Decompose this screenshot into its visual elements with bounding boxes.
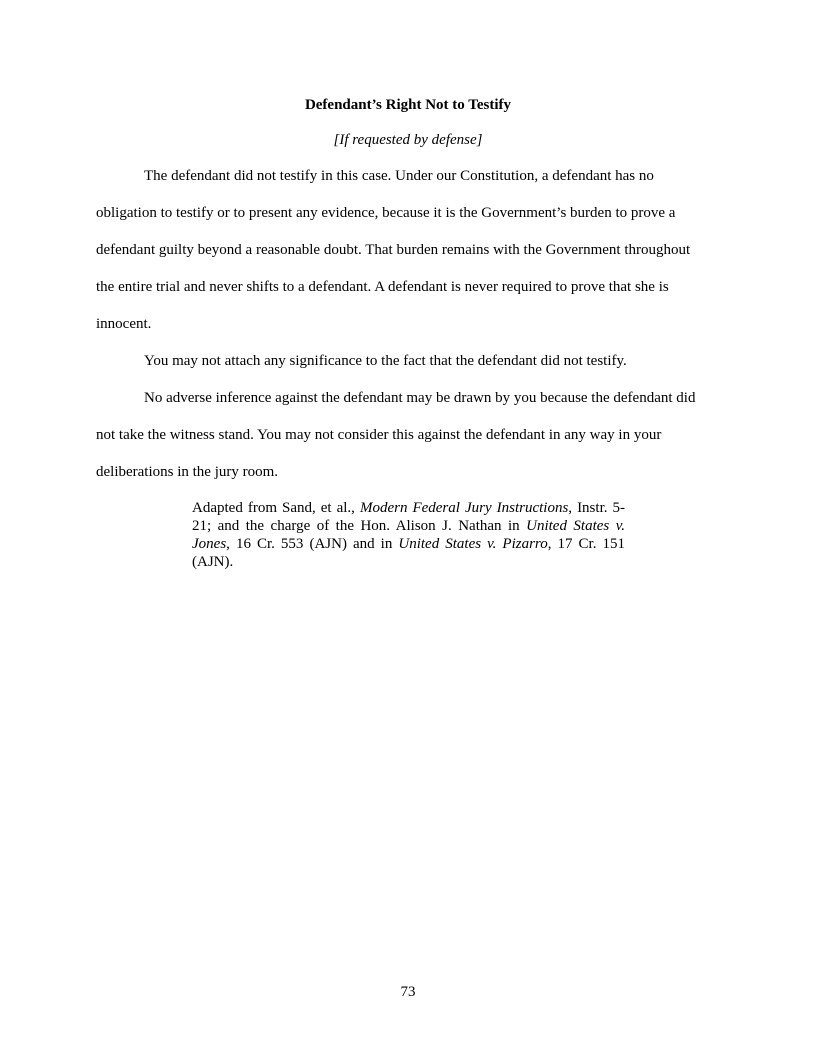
paragraph-no-adverse-inference: No adverse inference against the defendant may be drawn by you because the defendant did not take the witness stand. You may not consider this against the defendant in any way in your deliberations in the jury room. [96,390,696,480]
paragraph-no-significance: You may not attach any significance to the fact that the defendant did not testify. [144,353,627,369]
citation-text: , 17 Cr. 151 (AJN). [192,536,625,570]
citation-text: , Instr. 5-21; and the charge of the Hon. Alison J. Nathan in [192,500,625,534]
section-title: Defendant’s Right Not to Testify [304,97,512,113]
instruction-body [96,158,711,491]
citation-case-name: United States v. Jones [192,518,626,552]
page-number: 73 [400,984,416,1000]
citation-text: Adapted from Sand, et al., [192,500,360,516]
citation-text: , 16 Cr. 553 (AJN) and in [226,536,399,552]
paragraph-burden-of-proof: The defendant did not testify in this case. Under our Constitution, a defendant has no obligation to testify or to present any evidence, because it is the Government’s burden to prove a defendant guilty beyond a reasonable doubt. That burden remains with the Government throughout the entire trial and never shifts to a defendant. A defendant is never required to prove that she is innocent. [96,168,691,332]
citation-treatise-title: Modern Federal Jury Instructions [359,500,569,516]
citation-case-name: United States v. Pizarro [398,536,548,552]
source-citation [192,499,625,571]
section-subtitle: [If requested by defense] [333,132,483,148]
